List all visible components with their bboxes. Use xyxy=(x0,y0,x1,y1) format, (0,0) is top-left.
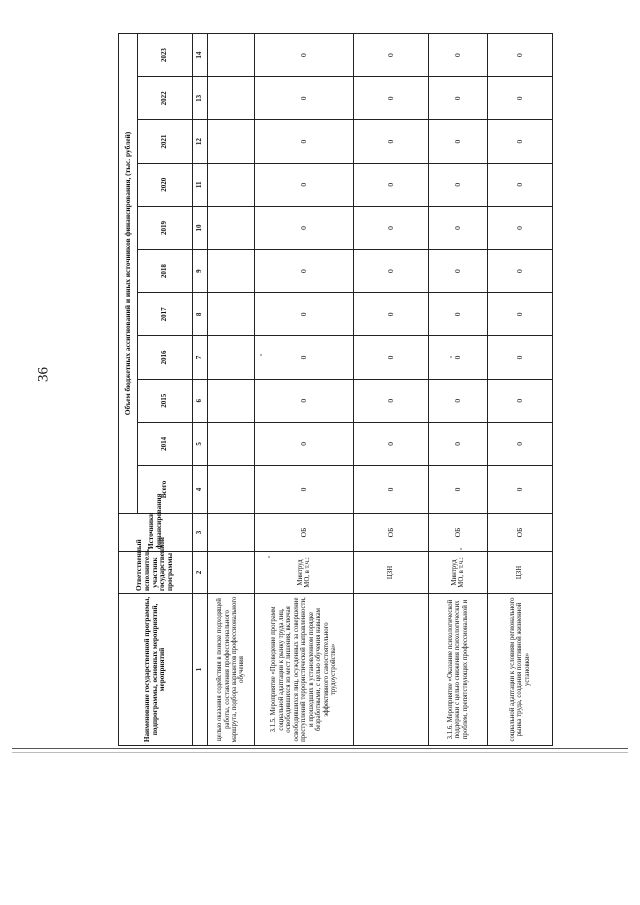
row-name xyxy=(354,594,429,746)
table-row xyxy=(429,33,488,745)
row-value-total: 0 xyxy=(488,466,553,514)
row-name: целью оказания содействия в поиске подходящей работы, составления профессионального маршрута, подбора вариантов профессионального обучения xyxy=(208,594,255,746)
row-value-year: 0 xyxy=(488,120,553,163)
row-value-total: 0 xyxy=(255,466,354,514)
row-value-year: 0 xyxy=(354,77,429,120)
row-value-year: 0 xyxy=(488,379,553,422)
column-number: 13 xyxy=(193,77,208,120)
row-value-total: 0 xyxy=(354,466,429,514)
row-value-year: 0 xyxy=(488,422,553,465)
row-value-year: 0 xyxy=(255,33,354,76)
page-number: 36 xyxy=(35,367,52,382)
row-value-year: 0 xyxy=(354,163,429,206)
column-number: 8 xyxy=(193,293,208,336)
row-value-year: 0 xyxy=(255,336,354,379)
column-number: 9 xyxy=(193,250,208,293)
scan-speck xyxy=(460,548,462,550)
row-value-year: 0 xyxy=(354,336,429,379)
row-source xyxy=(208,514,255,552)
row-value-total: 0 xyxy=(429,466,488,514)
row-source: ОБ xyxy=(354,514,429,552)
header-year-2020: 2020 xyxy=(138,163,193,206)
row-value-year: 0 xyxy=(488,33,553,76)
row-value-year: 0 xyxy=(255,250,354,293)
row-value-year: 0 xyxy=(354,206,429,249)
header-year-2016: 2016 xyxy=(138,336,193,379)
header-total: Всего xyxy=(138,466,193,514)
row-source: ОБ xyxy=(488,514,553,552)
row-value-year: 0 xyxy=(429,379,488,422)
row-value-year: 0 xyxy=(488,163,553,206)
row-responsible: Минтруд МО, в т.ч.: xyxy=(429,552,488,594)
column-number: 3 xyxy=(193,514,208,552)
row-value-year xyxy=(208,422,255,465)
table-row xyxy=(488,33,553,745)
row-value-total xyxy=(208,466,255,514)
row-value-year: 0 xyxy=(255,422,354,465)
header-source: Источники финансирования xyxy=(119,514,193,552)
row-value-year: 0 xyxy=(488,77,553,120)
row-value-year: 0 xyxy=(429,250,488,293)
table-row xyxy=(255,33,354,745)
row-value-year: 0 xyxy=(429,120,488,163)
page-divider-shadow xyxy=(12,752,628,753)
header-year-2023: 2023 xyxy=(138,33,193,76)
financing-table xyxy=(118,33,553,746)
row-value-year: 0 xyxy=(354,33,429,76)
row-value-year xyxy=(208,120,255,163)
column-number: 12 xyxy=(193,120,208,163)
row-value-year xyxy=(208,293,255,336)
row-source: ОБ xyxy=(255,514,354,552)
column-number: 4 xyxy=(193,466,208,514)
row-value-year xyxy=(208,77,255,120)
header-year-2021: 2021 xyxy=(138,120,193,163)
table-row xyxy=(208,33,255,745)
row-value-year: 0 xyxy=(429,422,488,465)
row-value-year: 0 xyxy=(255,77,354,120)
row-value-year xyxy=(208,250,255,293)
row-value-year: 0 xyxy=(255,120,354,163)
row-value-year: 0 xyxy=(488,293,553,336)
row-name: социальной адаптации к условиям регионального рынка труда, создания позитивной жизненной установки» xyxy=(488,594,553,746)
header-responsible: Ответственный исполнитель, участник государственной программы xyxy=(119,552,193,594)
row-value-year: 0 xyxy=(255,293,354,336)
row-value-year xyxy=(208,33,255,76)
header-year-2014: 2014 xyxy=(138,422,193,465)
row-value-year: 0 xyxy=(255,379,354,422)
row-source: ОБ xyxy=(429,514,488,552)
column-number: 10 xyxy=(193,206,208,249)
header-financing-group: Объем бюджетных ассигнований и иных источников финансирования, (тыс. рублей) xyxy=(119,33,138,513)
row-value-year: 0 xyxy=(429,293,488,336)
row-value-year: 0 xyxy=(488,336,553,379)
table-row xyxy=(354,33,429,745)
row-value-year: 0 xyxy=(255,163,354,206)
column-number: 6 xyxy=(193,379,208,422)
row-value-year: 0 xyxy=(354,422,429,465)
row-value-year xyxy=(208,206,255,249)
scan-speck xyxy=(268,556,270,558)
header-year-2022: 2022 xyxy=(138,77,193,120)
row-responsible: ЦЗН xyxy=(488,552,553,594)
row-value-year: 0 xyxy=(429,77,488,120)
row-name: 3.1.5. Мероприятие «Проведение программ социальной адаптации к рынку труда лиц, освободившихся из мест лишения, включая освободившихся лиц, осужденных за совершение преступлений террористической направленности, и прошедших в установленном порядке безработными, с целью обучения навыкам эффективного самостоятельного трудоустройства» xyxy=(255,594,354,746)
financing-table-rotated xyxy=(118,34,531,746)
header-name: Наименование государственной программы, подпрограммы, основных мероприятий, мероприятий xyxy=(119,594,193,746)
row-value-year: 0 xyxy=(354,250,429,293)
row-value-year: 0 xyxy=(488,250,553,293)
row-value-year xyxy=(208,163,255,206)
row-value-year: 0 xyxy=(488,206,553,249)
row-value-year: 0 xyxy=(429,206,488,249)
header-year-2018: 2018 xyxy=(138,250,193,293)
row-value-year xyxy=(208,336,255,379)
scan-speck xyxy=(450,356,452,358)
row-value-year: 0 xyxy=(255,206,354,249)
column-number: 1 xyxy=(193,594,208,746)
column-number: 11 xyxy=(193,163,208,206)
header-year-2015: 2015 xyxy=(138,379,193,422)
row-value-year: 0 xyxy=(429,336,488,379)
header-year-2019: 2019 xyxy=(138,206,193,249)
row-responsible xyxy=(208,552,255,594)
row-value-year: 0 xyxy=(354,120,429,163)
scan-speck xyxy=(260,354,262,356)
row-value-year: 0 xyxy=(429,163,488,206)
column-number: 7 xyxy=(193,336,208,379)
row-value-year: 0 xyxy=(354,293,429,336)
column-number: 5 xyxy=(193,422,208,465)
page-divider-line xyxy=(12,748,628,749)
row-responsible: Минтруд МО, в т.ч.: xyxy=(255,552,354,594)
column-number: 2 xyxy=(193,552,208,594)
column-number: 14 xyxy=(193,33,208,76)
row-name: 3.1.6. Мероприятие «Оказание психологической поддержки с целью снижения психологических проблем, препятствующих профессиональной и xyxy=(429,594,488,746)
row-value-year: 0 xyxy=(429,33,488,76)
header-year-2017: 2017 xyxy=(138,293,193,336)
row-value-year xyxy=(208,379,255,422)
row-value-year: 0 xyxy=(354,379,429,422)
row-responsible: ЦЗН xyxy=(354,552,429,594)
